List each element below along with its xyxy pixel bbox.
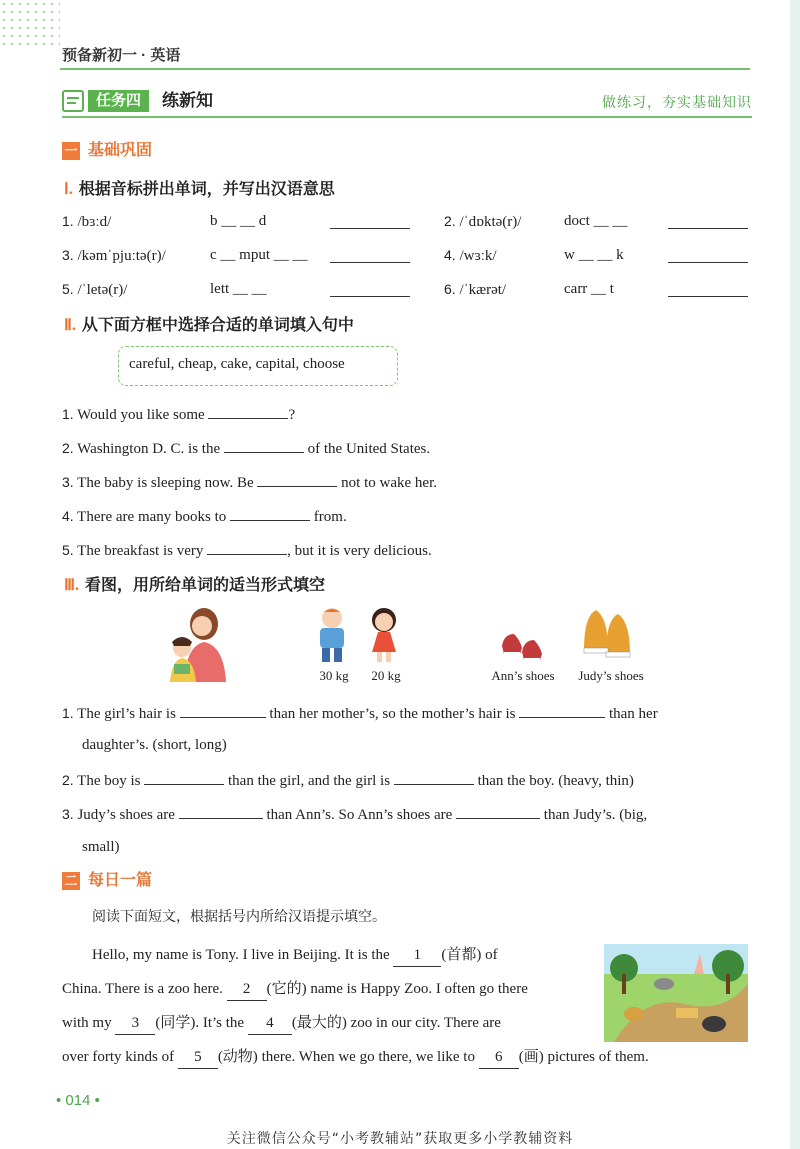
section-heading-basic <box>62 140 262 162</box>
phonetic-hint-1: b __ __ d <box>210 213 267 229</box>
phonetic-item-4: 4. /wɜːk/ <box>444 247 497 264</box>
footer-note: 关注微信公众号“小考教辅站”获取更多小学教辅资料 <box>226 1131 574 1147</box>
task-divider <box>62 116 752 118</box>
answer-blank-2[interactable] <box>668 228 748 229</box>
phonetic-hint-2: doct __ __ <box>564 213 628 229</box>
fill-blank[interactable] <box>230 504 310 521</box>
girl-weight-caption: 20 kg <box>371 668 401 683</box>
phonetic-hint-3: c __ mput __ __ <box>210 247 308 263</box>
sentence-item-2: 2. Washington D. C. is the of the United States. <box>62 436 430 460</box>
passage-line-1: Hello, my name is Tony. I live in Beijing. It is the 1 (首都) of <box>92 944 498 967</box>
picture-question-1-cont: daughter’s. (short, long) <box>82 737 227 753</box>
answer-blank-5[interactable] <box>330 296 410 297</box>
boy-weight-caption: 30 kg <box>319 668 349 683</box>
passage-blank-2[interactable]: 2 <box>227 978 267 1001</box>
passage-blank-5[interactable]: 5 <box>178 1046 218 1069</box>
picture-question-2: 2. The boy is than the girl, and the girl is than the boy. (heavy, thin) <box>62 768 634 792</box>
ann-shoes-illustration <box>498 626 548 666</box>
task-tag: 任务四 <box>88 90 149 112</box>
fill-blank[interactable] <box>207 538 287 555</box>
zoo-illustration <box>604 944 748 1042</box>
page-edge-strip <box>790 0 800 1149</box>
part-number: Ⅰ. <box>64 181 73 198</box>
passage-line-2: China. There is a zoo here. 2 (它的) name is Happy Zoo. I often go there <box>62 978 528 1001</box>
section-title: 每日一篇 <box>88 872 153 889</box>
fill-blank[interactable] <box>456 802 540 819</box>
passage-blank-6[interactable]: 6 <box>479 1046 519 1069</box>
phonetic-item-2: 2. /ˈdɒktə(r)/ <box>444 213 522 230</box>
section-heading-daily <box>62 870 262 892</box>
fill-blank[interactable] <box>144 768 224 785</box>
mother-daughter-illustration <box>160 602 232 684</box>
fill-blank[interactable] <box>180 701 266 718</box>
part-title: 根据音标拼出单词，并写出汉语意思 <box>78 181 335 198</box>
judy-shoes-caption: Judy’s shoes <box>578 668 644 683</box>
answer-blank-3[interactable] <box>330 262 410 263</box>
fill-blank[interactable] <box>224 436 304 453</box>
passage-line-4: over forty kinds of 5 (动物) there. When we go there, we like to 6 (画) pictures of them. <box>62 1046 649 1069</box>
page-header-title: 预备新初一 · 英语 <box>62 47 181 64</box>
fill-blank[interactable] <box>179 802 263 819</box>
girl-illustration <box>364 604 404 664</box>
sentence-item-4: 4. There are many books to from. <box>62 504 347 528</box>
passage-blank-3[interactable]: 3 <box>115 1012 155 1035</box>
word-choices: careful, cheap, cake, capital, choose <box>129 356 345 372</box>
phonetic-item-5: 5. /ˈletə(r)/ <box>62 281 128 298</box>
section-number-badge: 一 <box>62 142 80 160</box>
task-title: 练新知 <box>162 91 213 110</box>
answer-blank-1[interactable] <box>330 228 410 229</box>
answer-blank-6[interactable] <box>668 296 748 297</box>
task-slogan: 做练习，夯实基础知识 <box>602 94 752 110</box>
phonetic-item-3: 3. /kəmˈpjuːtə(r)/ <box>62 247 166 264</box>
section-number-badge: 二 <box>62 872 80 890</box>
fill-blank[interactable] <box>519 701 605 718</box>
picture-question-3-cont: small) <box>82 839 120 855</box>
phonetic-item-1: 1. /bɜːd/ <box>62 213 112 230</box>
reading-instruction: 阅读下面短文，根据括号内所给汉语提示填空。 <box>92 909 386 925</box>
answer-blank-4[interactable] <box>668 262 748 263</box>
page-number: • 014 • <box>56 1092 100 1109</box>
picture-question-3: 3. Judy’s shoes are than Ann’s. So Ann’s shoes are than Judy’s. (big, <box>62 802 647 826</box>
picture-question-1: 1. The girl’s hair is than her mother’s, so the mother’s hair is than her <box>62 701 658 725</box>
task-banner <box>62 90 752 114</box>
part-heading-3: Ⅲ. 看图，用所给单词的适当形式填空 <box>64 577 326 594</box>
sentence-item-3: 3. The baby is sleeping now. Be not to wake her. <box>62 470 437 494</box>
boy-illustration <box>312 604 352 664</box>
corner-dot-pattern <box>0 0 60 48</box>
word-choice-box <box>118 346 398 386</box>
ann-shoes-caption: Ann’s shoes <box>491 668 555 683</box>
part-heading-1 <box>64 176 335 199</box>
passage-line-3: with my 3 (同学). It’s the 4 (最大的) zoo in our city. There are <box>62 1012 501 1035</box>
judy-shoes-illustration <box>580 604 634 662</box>
passage-blank-1[interactable]: 1 <box>393 944 441 967</box>
phonetic-hint-4: w __ __ k <box>564 247 624 263</box>
phonetic-hint-6: carr __ t <box>564 281 614 297</box>
part-heading-2: Ⅱ. 从下面方框中选择合适的单词填入句中 <box>64 317 354 334</box>
passage-blank-4[interactable]: 4 <box>248 1012 292 1035</box>
phonetic-item-6: 6. /ˈkærət/ <box>444 281 507 298</box>
phonetic-hint-5: lett __ __ <box>210 281 267 297</box>
section-title: 基础巩固 <box>88 142 153 159</box>
fill-blank[interactable] <box>394 768 474 785</box>
sentence-item-5: 5. The breakfast is very , but it is very delicious. <box>62 538 432 562</box>
fill-blank[interactable] <box>208 402 288 419</box>
fill-blank[interactable] <box>257 470 337 487</box>
notebook-icon <box>62 90 84 112</box>
header-divider <box>60 68 750 70</box>
sentence-item-1: 1. Would you like some ? <box>62 402 295 426</box>
